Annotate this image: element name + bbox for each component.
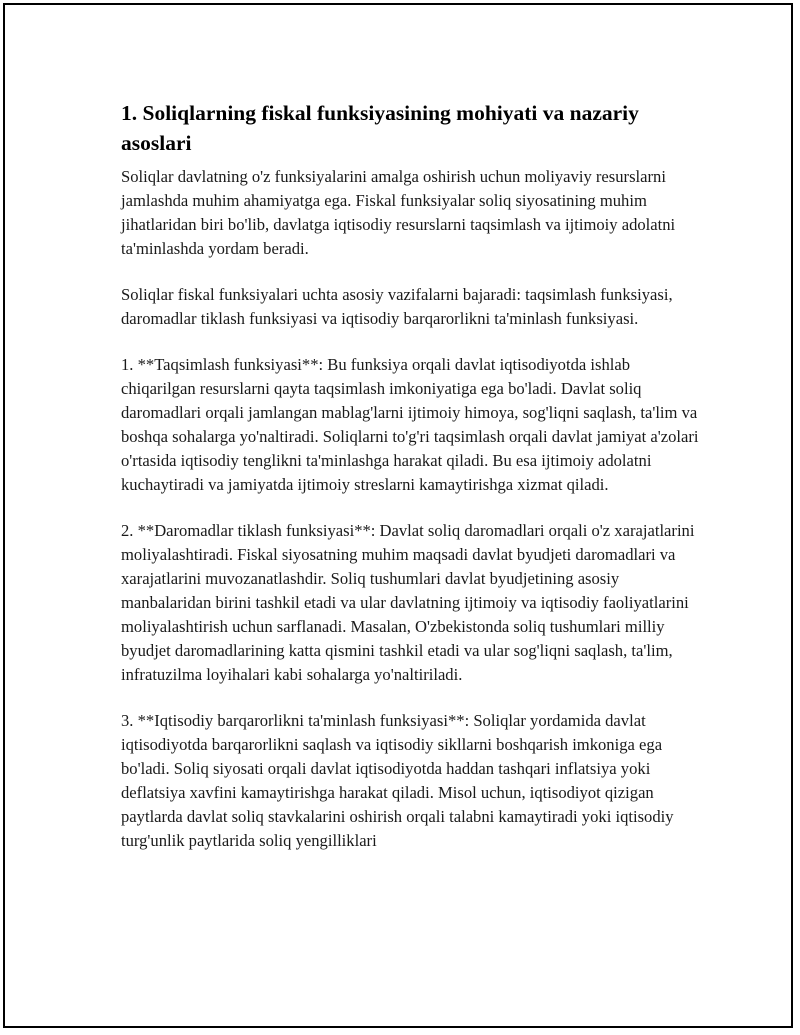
paragraph-distribution: 1. **Taqsimlash funksiyasi**: Bu funksiya orqali davlat iqtisodiyotda ishlab chiqarilgan resurslarni qayta taqsimlash imkoniyatiga ega bo'ladi. Davlat soliq daromadlari orqali jamlangan mablag'larni ijtimoiy himoya, sog'liqni saqlash, ta'lim va boshqa sohalarga yo'naltiradi. Soliqlarni to'g'ri taqsimlash orqali davlat jamiyat a'zolari o'rtasida iqtisodiy tenglikni ta'minlashga harakat qiladi. Bu esa ijtimoiy adolatni kuchaytiradi va jamiyatda ijtimoiy streslarni kamaytirishga xizmat qiladi. — [121, 355, 699, 494]
page-frame — [3, 3, 793, 1028]
document-title: 1. Soliqlarning fiskal funksiyasining mohiyati va nazariy asoslari — [121, 101, 639, 155]
document-content — [121, 98, 701, 875]
paragraph-stability: 3. **Iqtisodiy barqarorlikni ta'minlash funksiyasi**: Soliqlar yordamida davlat iqtisodiyotda barqarorlikni saqlash va iqtisodiy sikllarni boshqarish imkoniga ega bo'ladi. Soliq siyosati orqali davlat iqtisodiyotda haddan tashqari inflatsiya yoki deflatsiya xavfini kamaytirishga harakat qiladi. Misol uchun, iqtisodiyot qizigan paytlarda davlat soliq stavkalarini oshirish orqali talabni kamaytiradi yoki iqtisodiy turg'unlik paytlarida soliq yengilliklari — [121, 711, 674, 850]
paragraph-intro: Soliqlar davlatning o'z funksiyalarini amalga oshirish uchun moliyaviy resurslarni jamlashda muhim ahamiyatga ega. Fiskal funksiyalar soliq siyosatining muhim jihatlaridan biri bo'lib, davlatga iqtisodiy resurslarni taqsimlash va ijtimoiy adolatni ta'minlashda yordam beradi. — [121, 167, 676, 258]
paragraph-revenue: 2. **Daromadlar tiklash funksiyasi**: Davlat soliq daromadlari orqali o'z xarajatlarini moliyalashtiradi. Fiskal siyosatning muhim maqsadi davlat byudjeti daromadlari va xarajatlarini muvozanatlashdir. Soliq tushumlari davlat byudjetining asosiy manbalaridan birini tashkil etadi va ular davlatning ijtimoiy va iqtisodiy faoliyatlarini moliyalashtirish uchun sarflanadi. Masalan, O'zbekistonda soliq tushumlari milliy byudjet daromadlarining katta qismini tashkil etadi va ular sog'liqni saqlash, ta'lim, infratuzilma loyihalari kabi sohalarga yo'naltiriladi. — [121, 521, 695, 684]
paragraph-overview: Soliqlar fiskal funksiyalari uchta asosiy vazifalarni bajaradi: taqsimlash funksiyasi, daromadlar tiklash funksiyasi va iqtisodiy barqarorlikni ta'minlash funksiyasi. — [121, 285, 673, 328]
